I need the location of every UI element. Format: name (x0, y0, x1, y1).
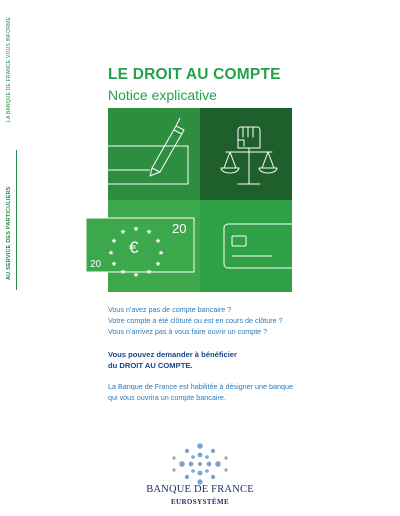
cheque-pen-icon (92, 118, 188, 184)
svg-text:★: ★ (119, 229, 127, 236)
emphasis-line: Vous pouvez demander à bénéficier (108, 350, 237, 359)
question-line: Vous n'arrivez pas à vous faire ouvrir un compte ? (108, 327, 268, 336)
svg-text:★: ★ (145, 269, 153, 276)
justice-fist-scales-icon (221, 127, 277, 184)
logo-tagline: EUROSYSTÈME (170, 498, 230, 506)
logo-emblem-icon (140, 440, 260, 486)
bank-card-icon (224, 224, 298, 268)
euro-symbol: € (129, 238, 139, 257)
question-line: Vous n'avez pas de compte bancaire ? (108, 305, 232, 314)
questions-paragraph (108, 304, 283, 337)
info-line: qui vous ouvrira un compte bancaire. (108, 393, 226, 402)
side-caption: LA BANQUE DE FRANCE VOUS INFORME (6, 16, 12, 122)
svg-text:★: ★ (107, 250, 115, 257)
question-line: Votre compte a été clôturé ou est en cours de clôture ? (108, 316, 283, 325)
svg-text:★: ★ (154, 261, 162, 268)
emphasis-paragraph (108, 349, 237, 371)
page-title: LE DROIT AU COMPTE (108, 66, 281, 83)
svg-text:★: ★ (110, 261, 118, 268)
banknote-value-bottom: 20 (90, 259, 102, 270)
side-section-label: AU SERVICE DES PARTICULIERS (6, 186, 12, 280)
svg-text:★: ★ (145, 229, 153, 236)
svg-text:★: ★ (132, 226, 140, 233)
svg-text:★: ★ (110, 238, 118, 245)
emphasis-line: du DROIT AU COMPTE. (108, 361, 193, 370)
svg-text:★: ★ (119, 269, 127, 276)
info-paragraph (108, 381, 293, 403)
info-line: La Banque de France est habilitée à désigner une banque (108, 382, 294, 391)
svg-text:★: ★ (154, 238, 162, 245)
page-subtitle: Notice explicative (108, 87, 217, 103)
svg-text:★: ★ (132, 272, 140, 279)
banque-de-france-logo (140, 440, 260, 510)
logo-name: BANQUE DE FRANCE (146, 484, 254, 495)
banknote-value-top: 20 (172, 221, 187, 236)
svg-text:★: ★ (157, 250, 165, 257)
